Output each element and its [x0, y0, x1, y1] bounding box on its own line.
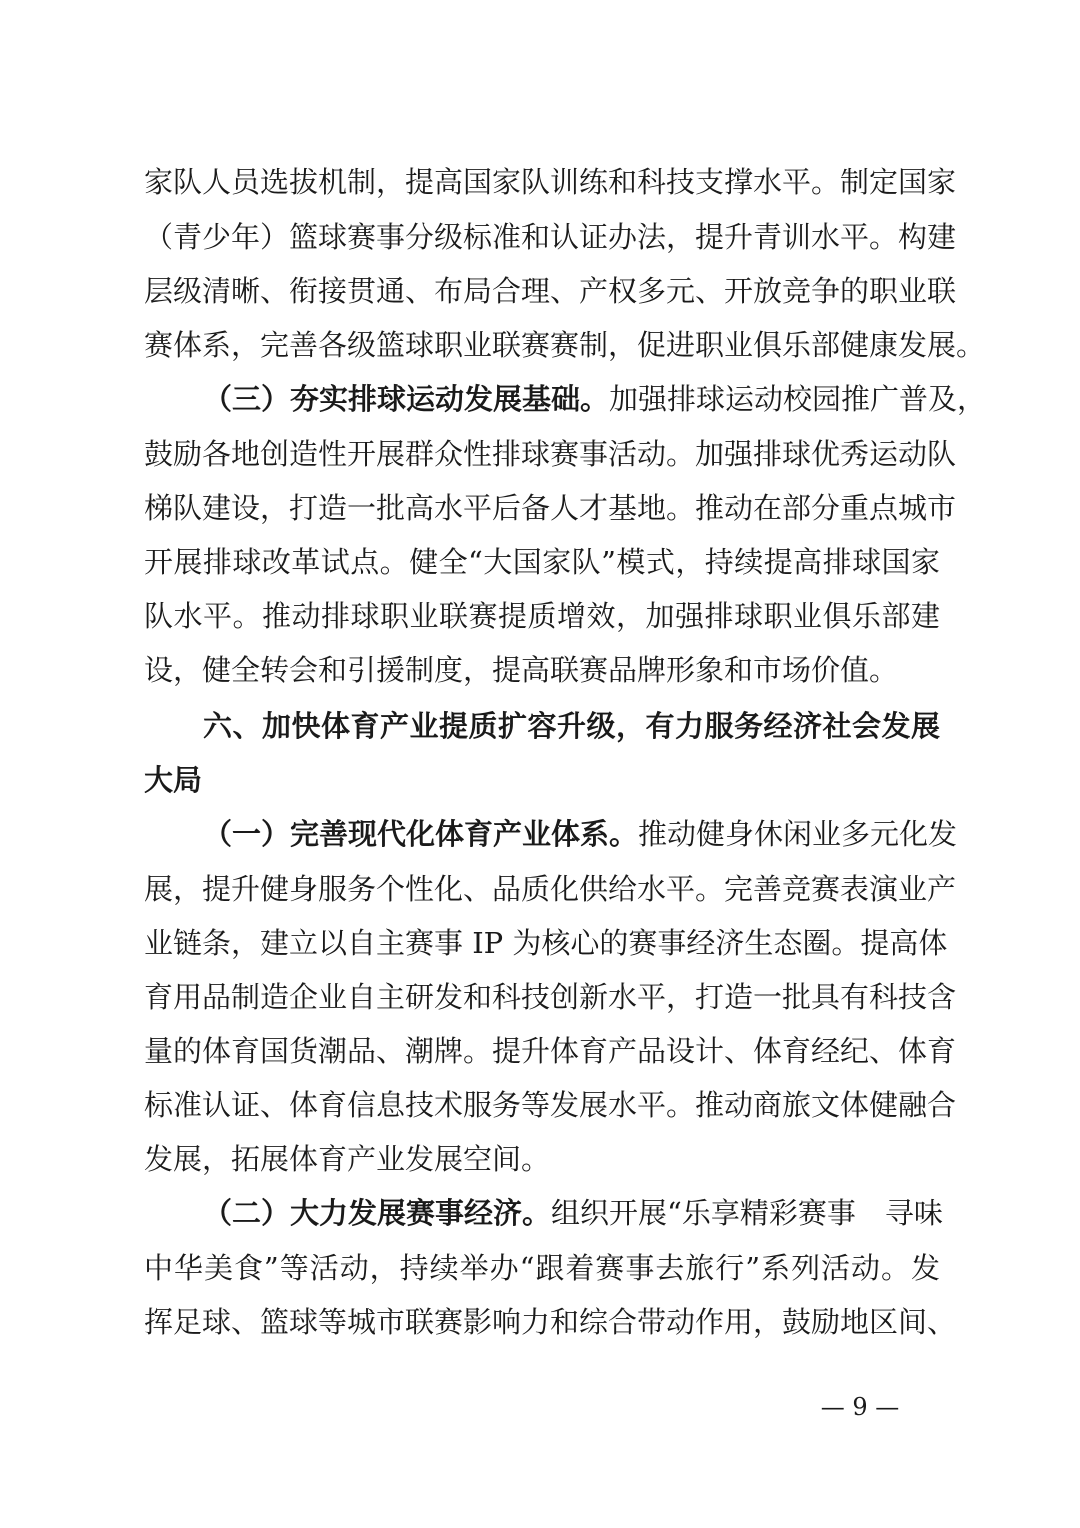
page-number: — 9 —: [820, 1393, 900, 1421]
line-text: 队水平。推动排球职业联赛提质增效，加强排球职业俱乐部建: [144, 599, 940, 633]
heading-text: 六、加快体育产业提质扩容升级，有力服务经济社会发展: [203, 709, 940, 743]
body-line: [144, 1085, 957, 1125]
line-text: （青少年）篮球赛事分级标准和认证办法，提升青训水平。构建: [144, 220, 957, 254]
body-line: [144, 1248, 940, 1288]
line-text: 中华美食”等活动，持续举办“跟着赛事去旅行”系列活动。发: [144, 1251, 940, 1285]
line-text: 发展，拓展体育产业发展空间。: [144, 1142, 551, 1176]
line-text: 鼓励各地创造性开展群众性排球赛事活动。加强排球优秀运动队: [144, 437, 957, 471]
body-line: [144, 162, 957, 202]
line-text: 家队人员选拔机制，提高国家队训练和科技支撑水平。制定国家: [144, 165, 957, 199]
subsection-line-volleyball: [203, 379, 987, 419]
line-text: 标准认证、体育信息技术服务等发展水平。推动商旅文体健融合: [144, 1088, 957, 1122]
subsection-title: （二）大力发展赛事经济。: [203, 1196, 552, 1230]
line-text: 挥足球、篮球等城市联赛影响力和综合带动作用，鼓励地区间、: [144, 1305, 957, 1339]
subsection-line-industry: [203, 814, 958, 854]
section-heading-continued: [144, 760, 940, 800]
line-text: 层级清晰、衔接贯通、布局合理、产权多元、开放竞争的职业联: [144, 274, 957, 308]
body-line: [144, 596, 940, 636]
line-text: 开展排球改革试点。健全“大国家队”模式，持续提高排球国家: [144, 545, 940, 579]
body-line: [144, 217, 957, 257]
line-text: 组织开展“乐享精彩赛事 寻味: [551, 1196, 943, 1230]
body-line: [144, 434, 957, 474]
body-line: [144, 869, 957, 909]
subsection-title: （三）夯实排球运动发展基础。: [203, 382, 610, 416]
line-text: 业链条，建立以自主赛事 IP 为核心的赛事经济生态圈。提高体: [144, 926, 948, 960]
body-line: [144, 977, 957, 1017]
body-line: [144, 488, 957, 528]
line-text: 育用品制造企业自主研发和科技创新水平，打造一批具有科技含: [144, 980, 957, 1014]
line-text: 赛体系，完善各级篮球职业联赛赛制，促进职业俱乐部健康发展。: [144, 328, 986, 362]
line-text: 量的体育国货潮品、潮牌。提升体育产品设计、体育经纪、体育: [144, 1034, 957, 1068]
body-line: [144, 271, 957, 311]
body-line: [144, 1302, 957, 1342]
body-line: [144, 542, 940, 582]
section-heading: [203, 706, 940, 746]
body-line: [144, 650, 940, 690]
heading-text: 大局: [144, 763, 203, 797]
subsection-title: （一）完善现代化体育产业体系。: [203, 817, 639, 851]
body-line: [144, 325, 986, 365]
body-line: [144, 1031, 957, 1071]
body-line: [144, 923, 948, 963]
line-text: 推动健身休闲业多元化发: [638, 817, 958, 851]
line-text: 设，健全转会和引援制度，提高联赛品牌形象和市场价值。: [144, 653, 899, 687]
body-line: [144, 1139, 940, 1179]
subsection-line-events: [203, 1193, 943, 1233]
line-text: 梯队建设，打造一批高水平后备人才基地。推动在部分重点城市: [144, 491, 957, 525]
line-text: 展，提升健身服务个性化、品质化供给水平。完善竞赛表演业产: [144, 872, 957, 906]
line-text: 加强排球运动校园推广普及，: [609, 382, 987, 416]
